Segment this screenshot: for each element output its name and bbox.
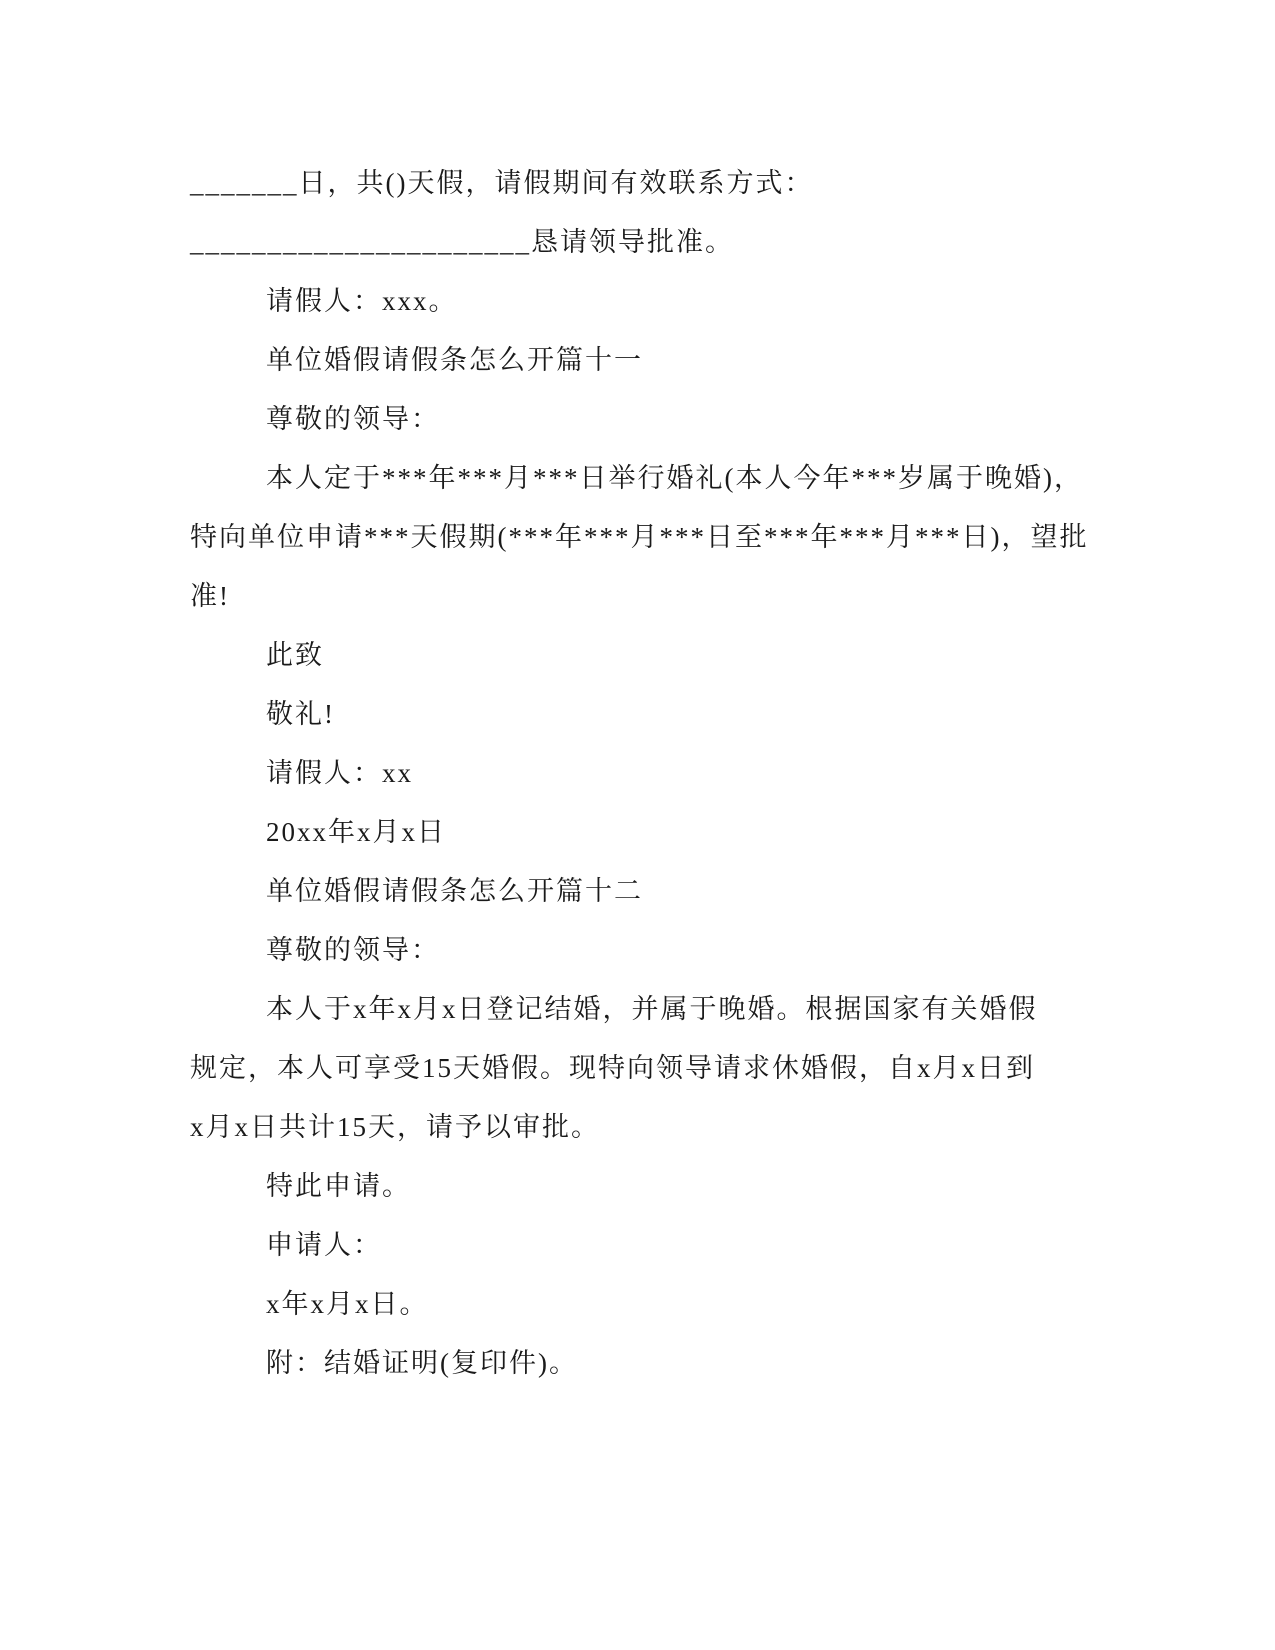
paragraph-line: 规定，本人可享受15天婚假。现特向领导请求休婚假，自x月x日到 [190,1053,1035,1083]
paragraph-line: 本人定于***年***月***日举行婚礼(本人今年***岁属于晚婚)， [266,463,1083,493]
closing-line: 特此申请。 [266,1171,411,1201]
paragraph-line: x月x日共计15天，请予以审批。 [190,1112,600,1142]
closing-regards: 敬礼! [266,699,335,729]
salutation: 尊敬的领导： [266,935,440,965]
leave-period-line: _______日，共()天假，请假期间有效联系方式： [190,168,814,198]
applicant-signature: 请假人：xx [266,758,413,788]
attachment-note: 附：结婚证明(复印件)。 [266,1348,578,1378]
paragraph-line: 准! [190,581,230,611]
closing-line: 此致 [266,640,324,670]
signature-date: 20xx年x月x日 [266,817,446,847]
approval-request-line: ______________________恳请领导批准。 [190,227,734,257]
section-heading-12: 单位婚假请假条怎么开篇十二 [266,876,643,906]
document-body [190,164,1089,1403]
paragraph-line: 本人于x年x月x日登记结婚，并属于晚婚。根据国家有关婚假 [266,994,1038,1024]
applicant-signature: 请假人：xxx。 [266,286,458,316]
section-heading-11: 单位婚假请假条怎么开篇十一 [266,345,643,375]
applicant-signature: 申请人： [266,1230,382,1260]
paragraph-line: 特向单位申请***天假期(***年***月***日至***年***月***日)，望批 [190,522,1089,552]
salutation: 尊敬的领导： [266,404,440,434]
signature-date: x年x月x日。 [266,1289,429,1319]
